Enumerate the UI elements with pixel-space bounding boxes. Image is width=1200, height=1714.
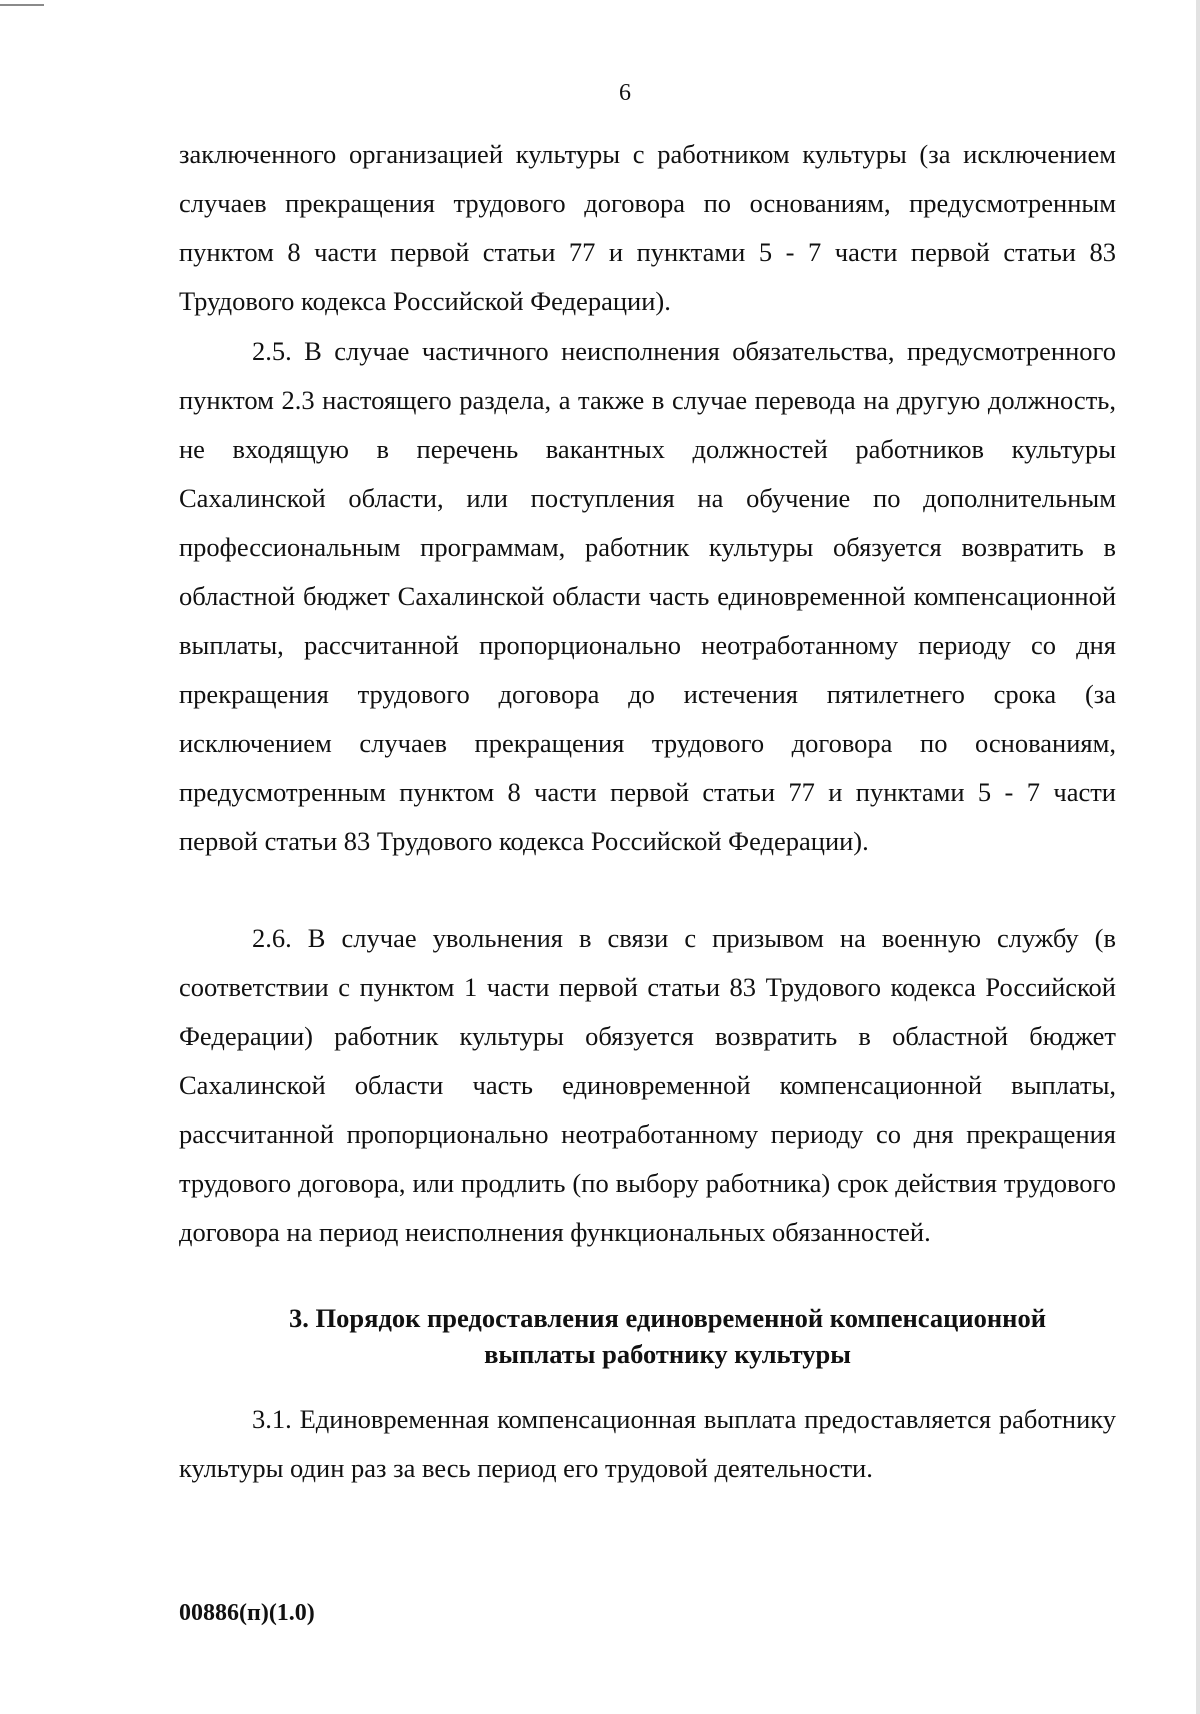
- paragraph-text: 2.5. В случае частичного неисполнения обязательства, предусмотренного пунктом 2.3 настоящего раздела, а также в случае перевода на другую должность, не входящую в перечень вакантных должностей работников культуры Сахалинской области, или поступления на обучение по дополнительным профессиональным программам, работник культуры обязуется возвратить в областной бюджет Сахалинской области часть единовременной компенсационной выплаты, рассчитанной пропорционально неотработанному периоду со дня прекращения трудового договора до истечения пятилетнего срока (за исключением случаев прекращения трудового договора по основаниям, предусмотренным пунктом 8 части первой статьи 77 и пунктами 5 - 7 части первой статьи 83 Трудового кодекса Российской Федерации).: [179, 336, 1116, 856]
- paragraph-text: 2.6. В случае увольнения в связи с призывом на военную службу (в соответствии с пунктом 1 части первой статьи 83 Трудового кодекса Российской Федерации) работник культуры обязуется возвратить в областной бюджет Сахалинской области часть единовременной компенсационной выплаты, рассчитанной пропорционально неотработанному периоду со дня прекращения трудового договора, или продлить (по выбору работника) срок действия трудового договора на период неисполнения функциональных обязанностей.: [179, 923, 1116, 1247]
- paragraph-2-6: [179, 914, 1116, 1257]
- paragraph-continuation: [179, 130, 1116, 326]
- section-heading-line-1: 3. Порядок предоставления единовременной компенсационной: [289, 1303, 1046, 1333]
- page-number: 6: [619, 80, 631, 106]
- paragraph-2-5: [179, 327, 1116, 866]
- section-heading: [179, 1300, 1116, 1372]
- scan-edge-shadow: [1196, 0, 1200, 1714]
- scan-artifact-line: [0, 4, 44, 6]
- section-heading-line-2: выплаты работнику культуры: [484, 1339, 851, 1369]
- document-code: 00886(п)(1.0): [179, 1600, 315, 1626]
- paragraph-text: заключенного организацией культуры с работником культуры (за исключением случаев прекращения трудового договора по основаниям, предусмотренным пунктом 8 части первой статьи 77 и пунктами 5 - 7 части первой статьи 83 Трудового кодекса Российской Федерации).: [179, 139, 1116, 316]
- paragraph-text: 3.1. Единовременная компенсационная выплата предоставляется работнику культуры один раз за весь период его трудовой деятельности.: [179, 1404, 1116, 1483]
- paragraph-3-1: [179, 1395, 1116, 1493]
